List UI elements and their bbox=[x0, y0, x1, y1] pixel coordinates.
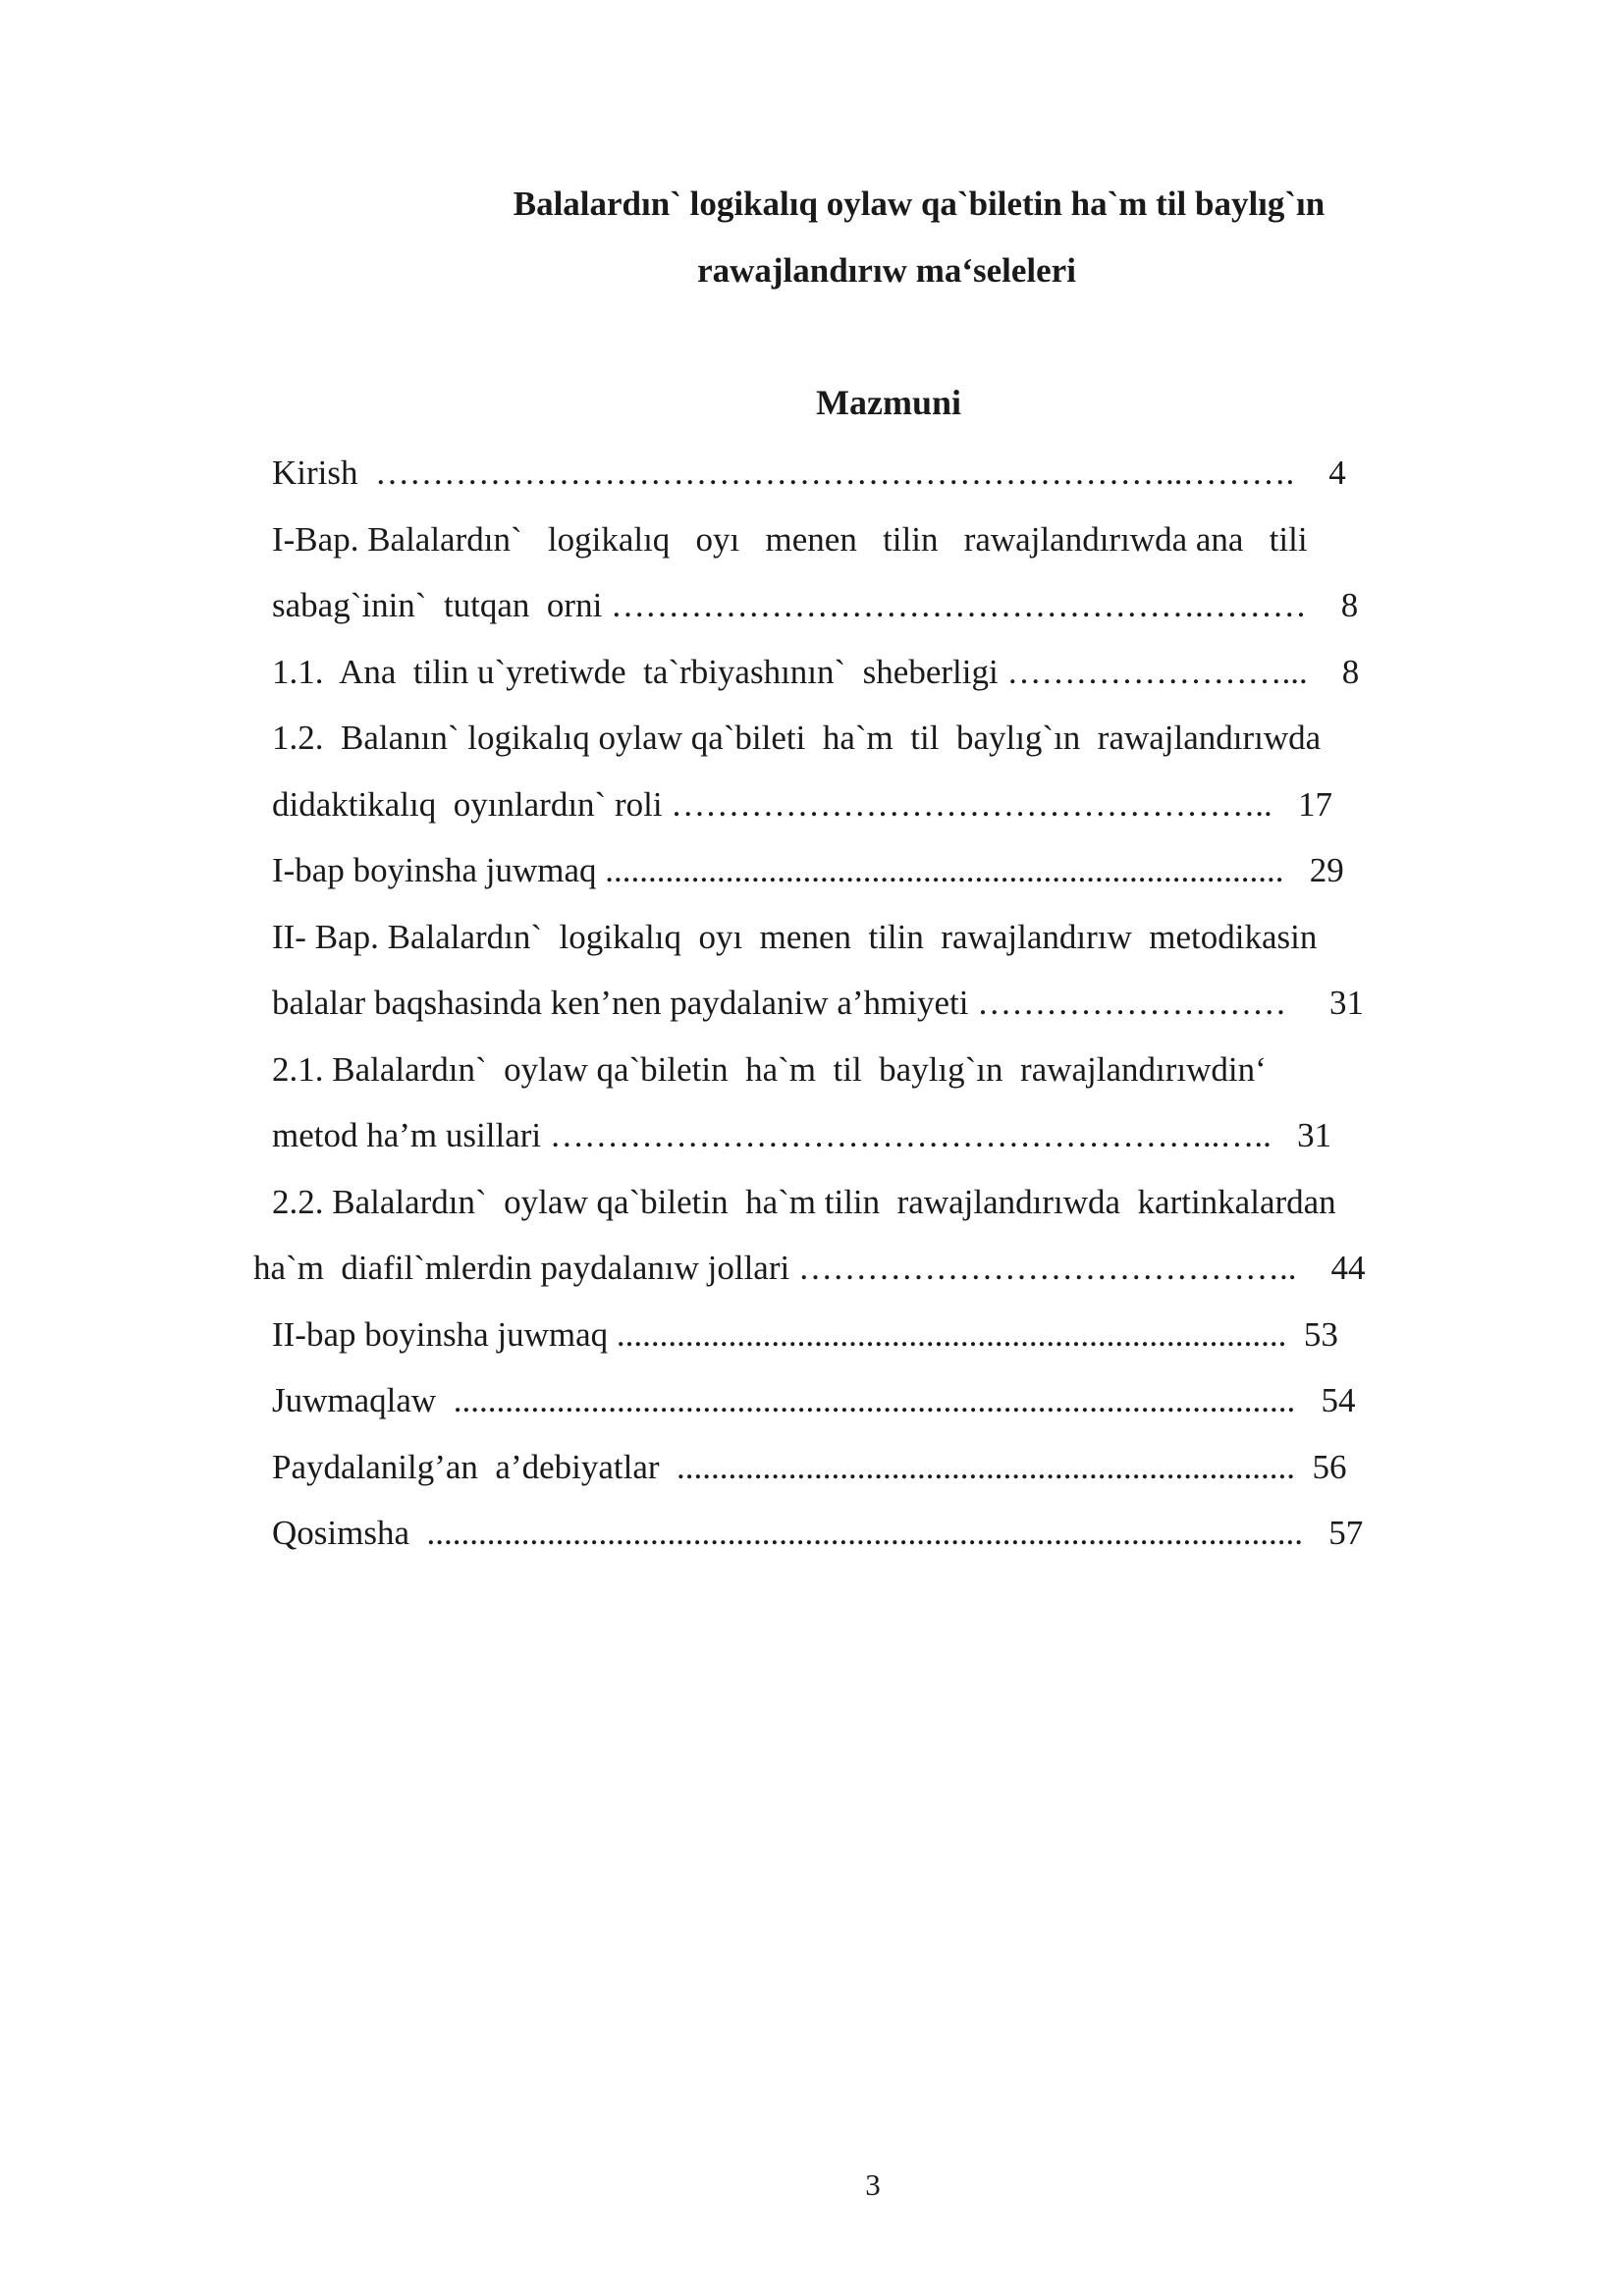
toc-line: 1.1. Ana tilin u`yretiwde ta`rbiyashının` sheberligi ……………………... 8 bbox=[272, 653, 1360, 691]
toc-line: 2.2. Balalardın` oylaw qa`biletin ha`m tilin rawajlandırıwda kartinkalardan bbox=[272, 1183, 1336, 1221]
document-title-line-1: Balalardın` logikalıq oylaw qa`biletin ha`m til baylıg`ın bbox=[513, 185, 1326, 223]
toc-line: II-bap boyinsha juwmaq .............................................................................. 53 bbox=[272, 1315, 1338, 1354]
toc-line: I-bap boyinsha juwmaq ............................................................................... 29 bbox=[272, 851, 1344, 889]
toc-line: I-Bap. Balalardın` logikalıq oyı menen tilin rawajlandırıwda ana tili bbox=[272, 520, 1308, 559]
toc-line: sabag`inin` tutqan orni …………………………………………….……… 8 bbox=[272, 586, 1359, 624]
toc-line: balalar baqshasinda ken’nen paydalaniw a’hmiyeti ……………………… 31 bbox=[272, 984, 1364, 1022]
toc-line: metod ha’m usillari …………………………………………………..….. 31 bbox=[272, 1116, 1332, 1154]
toc-line: Paydalanilg’an a’debiyatlar ........................................................................ 56 bbox=[272, 1448, 1347, 1486]
toc-line: Qosimsha ...................................................................................................... 57 bbox=[272, 1514, 1364, 1552]
toc-line: didaktikalıq oyınlardın` roli …………………………………………….. 17 bbox=[272, 785, 1333, 824]
page-number: 3 bbox=[865, 2167, 881, 2202]
toc-line: II- Bap. Balalardın` logikalıq oyı menen tilin rawajlandırıw metodikasin bbox=[272, 918, 1318, 956]
toc-line: 2.1. Balalardın` oylaw qa`biletin ha`m til baylıg`ın rawajlandırıwdin‘ bbox=[272, 1050, 1267, 1089]
toc-line: Kirish ……………………………………………………………..………. 4 bbox=[272, 454, 1346, 492]
document-title-line-2: rawajlandırıw ma‘seleleri bbox=[697, 251, 1076, 290]
contents-heading: Mazmuni bbox=[816, 383, 961, 422]
toc-line: ha`m diafil`mlerdin paydalanıw jollari …………………………………….. 44 bbox=[253, 1249, 1366, 1287]
toc-line: 1.2. Balanın` logikalıq oylaw qa`bileti ha`m til baylıg`ın rawajlandırıwda bbox=[272, 719, 1322, 757]
toc-line: Juwmaqlaw .................................................................................................. 54 bbox=[272, 1381, 1356, 1419]
